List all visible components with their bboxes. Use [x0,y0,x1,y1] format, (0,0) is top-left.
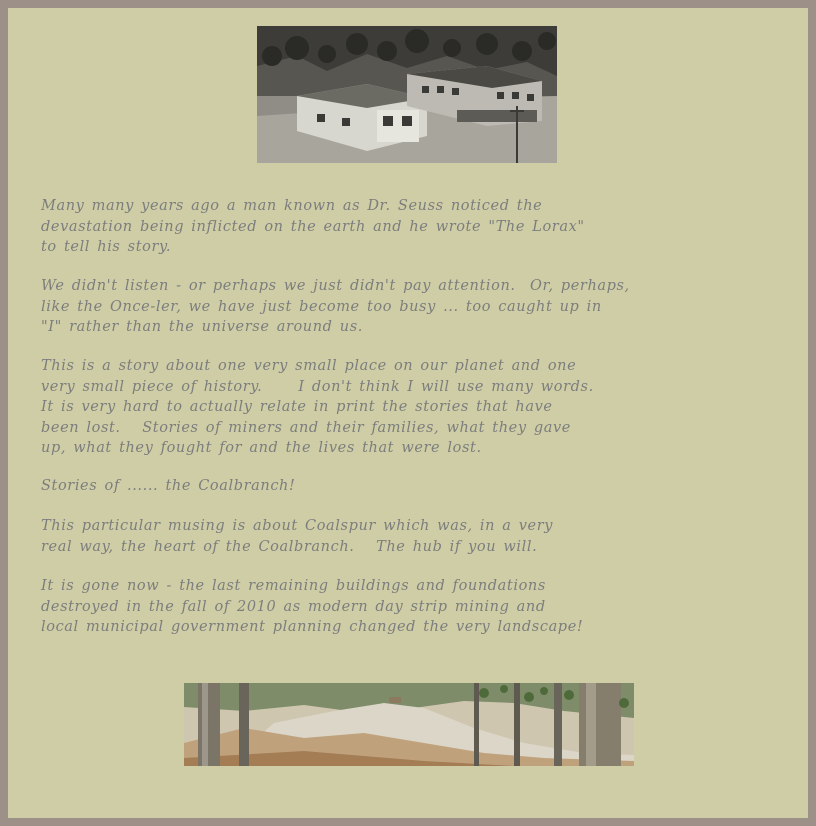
coalspur-buildings-photo [257,26,557,163]
mine-tailings-photo [184,683,634,766]
story-line: destroyed in the fall of 2010 as modern day strip mining and [41,598,546,615]
story-line: It is very hard to actually relate in print the stories that have [41,399,553,415]
story-line: devastation being inflicted on the earth and he wrote "The Lorax" [41,218,585,235]
story-line: like the Once-ler, we have just become too busy ... too caught up in [41,298,602,315]
paragraph-coalbranch [41,476,295,497]
paragraph-coalspur [41,516,553,557]
story-line: Many many years ago a man known as Dr. Seuss noticed the [41,198,543,214]
paragraph-lorax [41,196,585,258]
story-line: very small piece of history. I don't think I will use many words. [41,378,594,395]
story-line: real way, the heart of the Coalbranch. The hub if you will. [41,538,538,555]
story-line: local municipal government planning changed the very landscape! [41,619,584,635]
paragraph-small-place [41,356,594,459]
story-line: "I" rather than the universe around us. [41,319,363,335]
story-line: up, what they fought for and the lives that were lost. [41,440,482,456]
paragraph-didnt-listen [41,276,630,338]
story-line: to tell his story. [41,239,172,255]
story-line: It is gone now - the last remaining buildings and foundations [41,578,546,594]
story-line: This is a story about one very small place on our planet and one [41,358,577,374]
story-line: We didn't listen - or perhaps we just didn't pay attention. Or, perhaps, [41,278,630,294]
story-line: This particular musing is about Coalspur which was, in a very [41,518,554,534]
paragraph-gone-now [41,576,583,638]
story-line: Stories of ...... the Coalbranch! [41,478,296,494]
content-panel [8,8,808,818]
story-line: been lost. Stories of miners and their families, what they gave [41,419,571,436]
